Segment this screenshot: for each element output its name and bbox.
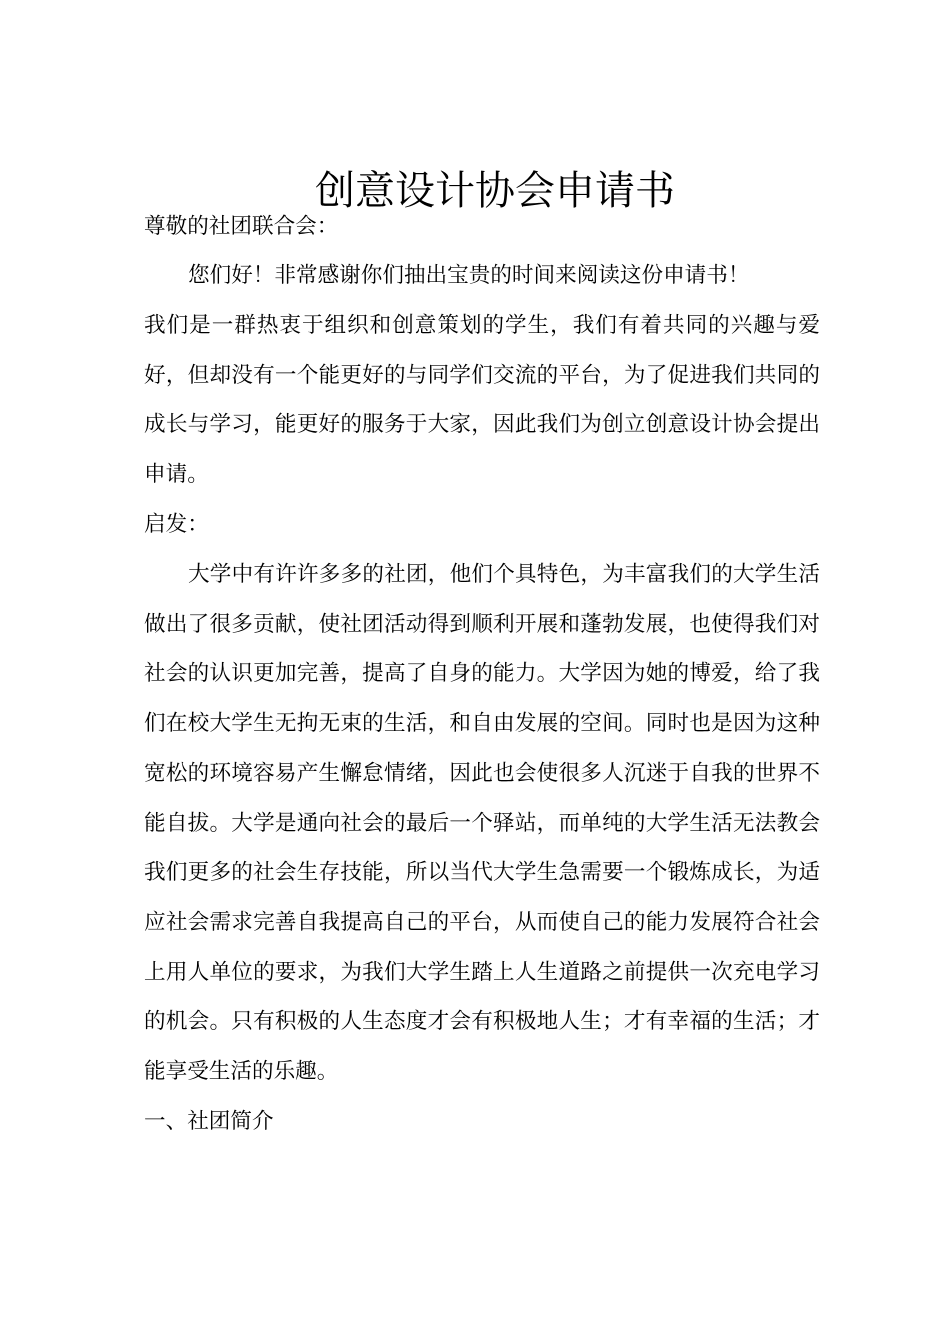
salutation: 尊敬的社团联合会： [144,214,339,239]
inspiration-paragraph: 大学中有许许多多的社团，他们个具特色，为丰富我们的大学生活做出了很多贡献，使社团活动得到顺利开展和蓬勃发展，也使得我们对社会的认识更加完善，提高了自身的能力。大学因为她的博爱，给了我们在校大学生无拘无束的生活，和自由发展的空间。同时也是因为这种宽松的环境容易产生懈怠情绪，因此也会使很多人沉迷于自我的世界不能自拔。大学是通向社会的最后一个驿站，而单纯的大学生活无法教会我们更多的社会生存技能，所以当代大学生急需要一个锻炼成长，为适应社会需求完善自我提高自己的平台，从而使自己的能力发展符合社会上用人单位的要求，为我们大学生踏上人生道路之前提供一次充电学习的机会。只有积极的人生态度才会有积极地人生；才有幸福的生活；才能享受生活的乐趣。 [144,562,820,1085]
document-title: 创意设计协会申请书 [315,167,675,214]
section-heading: 一、社团简介 [144,1109,274,1134]
greeting-paragraph: 您们好！非常感谢你们抽出宝贵的时间来阅读这份申请书！ [188,263,750,288]
intro-paragraph: 我们是一群热衷于组织和创意策划的学生，我们有着共同的兴趣与爱好，但却没有一个能更好的与同学们交流的平台，为了促进我们共同的成长与学习，能更好的服务于大家，因此我们为创立创意设计协会提出申请。 [144,313,820,488]
inspiration-heading: 启发： [144,512,209,537]
